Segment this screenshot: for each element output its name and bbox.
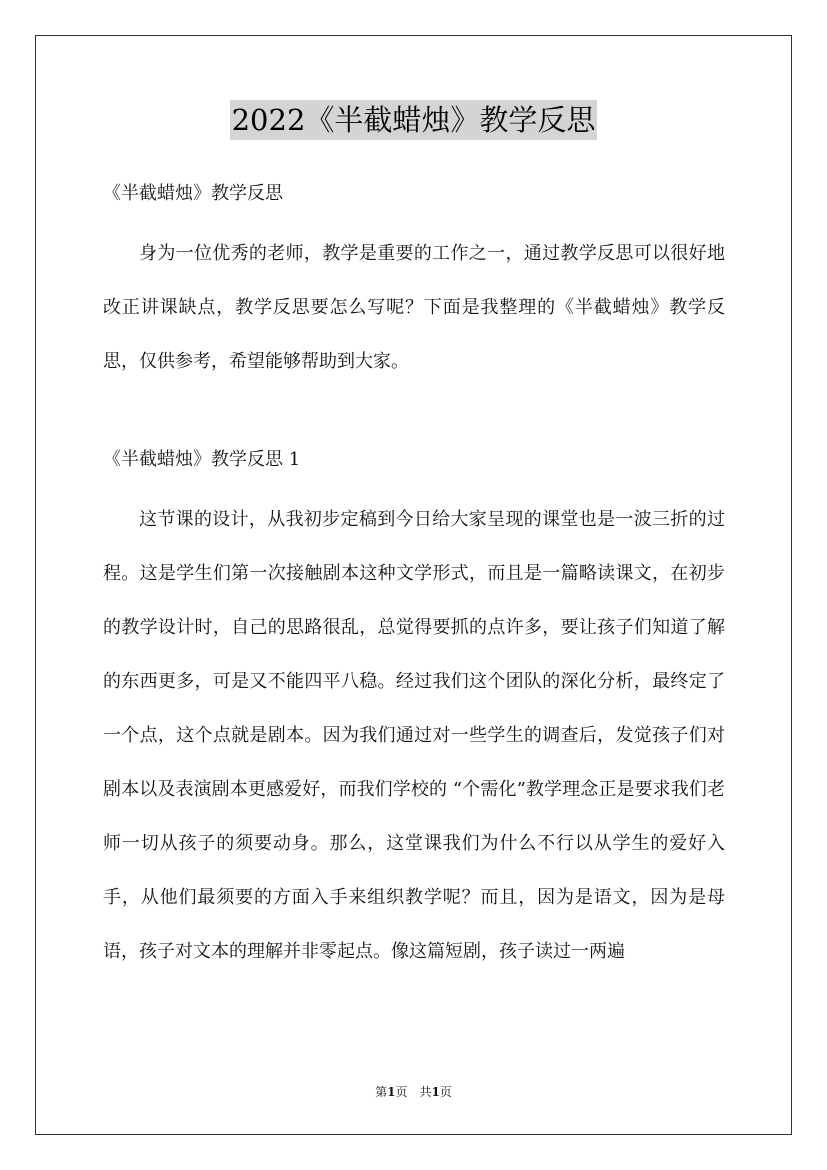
spacer: [103, 389, 725, 439]
page-total: 1: [431, 1085, 440, 1099]
page-prefix: 第: [375, 1085, 388, 1099]
title-wrap: [0, 100, 827, 140]
page-end: 页: [439, 1085, 452, 1099]
spacer: [103, 214, 725, 227]
spacer: [103, 480, 725, 493]
section-heading: 《半截蜡烛》教学反思 1: [103, 449, 301, 470]
page-footer: [0, 1083, 827, 1100]
section-paragraph: 这节课的设计，从我初步定稿到今日给大家呈现的课堂也是一波三折的过程。这是学生们第一次接触剧本这种文学形式，而且是一篇略读课文，在初步的教学设计时，自己的思路很乱，总觉得要抓的点许多，要让孩子们知道了解的东西更多，可是又不能四平八稳。经过我们这个团队的深化分析，最终定了一个点，这个点就是剧本。因为我们通过对一些学生的调查后，发觉孩子们对剧本以及表演剧本更感爱好，而我们学校的 “个需化”教学理念正是要求我们老师一切从孩子的须要动身。那么，这堂课我们为什么不行以从学生的爱好入手，从他们最须要的方面入手来组织教学呢？而且，因为是语文，因为是母语，孩子对文本的理解并非零起点。像这篇短剧，孩子读过一两遍: [103, 509, 725, 962]
document-title: 2022《半截蜡烛》教学反思: [230, 100, 598, 140]
page-current: 1: [387, 1085, 396, 1099]
intro-paragraph: 身为一位优秀的老师，教学是重要的工作之一，通过教学反思可以很好地改正讲课缺点，教学反思要怎么写呢？下面是我整理的《半截蜡烛》教学反思，仅供参考，希望能够帮助到大家。: [103, 243, 725, 372]
document-body: [103, 173, 725, 979]
document-subtitle: 《半截蜡烛》教学反思: [103, 183, 283, 204]
page-suffix: 页 共: [395, 1085, 432, 1099]
